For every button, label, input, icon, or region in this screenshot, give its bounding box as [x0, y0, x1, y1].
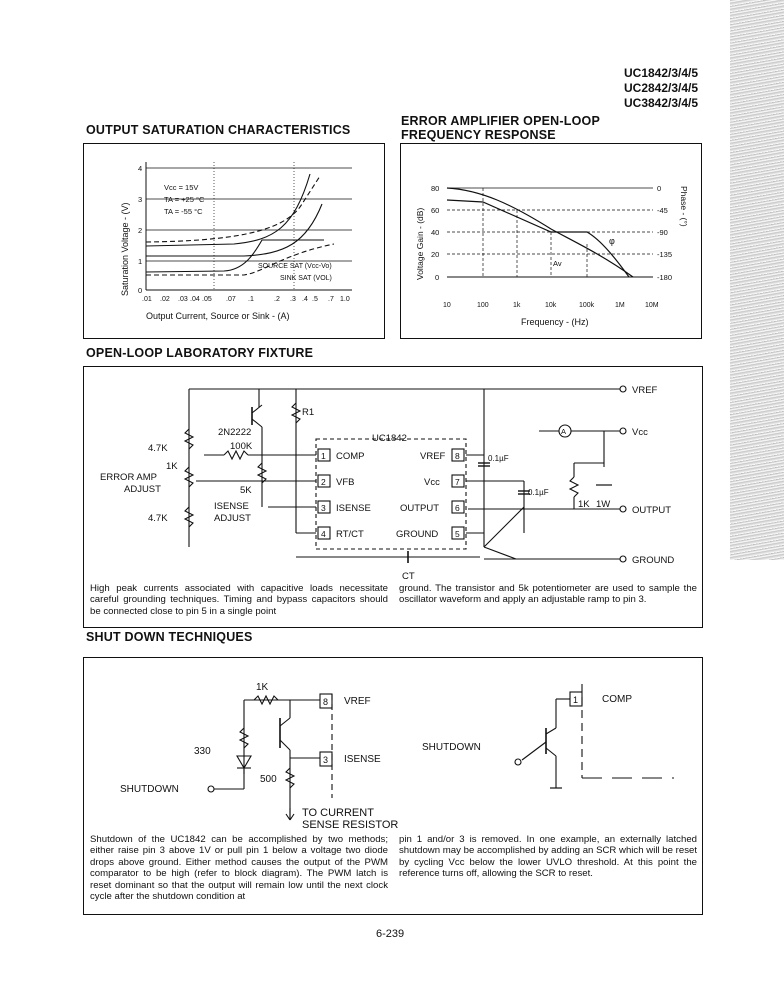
condition-vcc: Vcc = 15V — [164, 183, 199, 192]
gridlines — [146, 162, 352, 290]
freq-axis-label: Frequency - (Hz) — [521, 317, 589, 327]
shutdown-label-b: SHUTDOWN — [422, 742, 481, 753]
pin-output-label: OUTPUT — [400, 503, 440, 514]
ground-label: GROUND — [632, 555, 675, 566]
fixture-text-right: ground. The transistor and 5k potentiometer are used to sample the oscillator waveform and apply an adjustable ramp to pin 3. — [399, 583, 697, 606]
gain-tick: 20 — [431, 250, 440, 259]
y-tick: 3 — [138, 195, 143, 204]
pin-8-number: 8 — [455, 451, 460, 461]
comp-label: COMP — [602, 694, 632, 705]
x-axis-label: Output Current, Source or Sink - (A) — [146, 311, 290, 321]
condition-ta-cold: TA = -55 °C — [164, 207, 203, 216]
pin-ground-label: GROUND — [396, 529, 439, 540]
scan-edge-noise — [730, 0, 784, 560]
pin-1-number: 1 — [321, 451, 326, 461]
gain-tick: 80 — [431, 184, 440, 193]
isense-adjust-label-1: ISENSE — [214, 501, 249, 512]
r330-label: 330 — [194, 746, 211, 757]
y-tick: 0 — [138, 286, 143, 295]
phase-tick: 0 — [657, 184, 662, 193]
pot-1k-label: 1K — [166, 461, 178, 472]
pin-1-number: 1 — [573, 695, 579, 705]
part-number: UC1842/3/4/5 — [624, 66, 699, 80]
pin-vcc-label: Vcc — [424, 477, 440, 488]
part-number: UC2842/3/4/5 — [624, 81, 699, 95]
shutdown-label-a: SHUTDOWN — [120, 784, 179, 795]
x-tick: 1.0 — [340, 296, 350, 303]
shutdown-text-left: Shutdown of the UC1842 can be accomplished by two methods; either raise pin 3 above 1V or pull pin 1 below a voltage two diode drops above ground. Either method causes the output of the PWM comparator to be high (refer to block diagram). The PWM latch is reset dominant so that the output will remain low until the next clock cycle after the shutdown condition at — [90, 834, 388, 903]
y-axis-label: Saturation Voltage - (V) — [120, 202, 130, 296]
rload-1w-label: 1W — [596, 499, 611, 510]
output-terminal — [620, 506, 626, 512]
shutdown-input-a — [208, 786, 214, 792]
shutdown-panel — [83, 657, 703, 915]
cap-vcc-label: 0.1µF — [528, 488, 549, 497]
x-tick: .04 — [190, 296, 200, 303]
bode-chart-heading — [401, 114, 600, 142]
fixture-schematic — [84, 367, 702, 581]
x-tick: .3 — [290, 296, 296, 303]
fixture-text-left: High peak currents associated with capacitive loads necessitate careful grounding techniques. Timing and bypass capacitors should be connected close to pin 5 in a single point — [90, 583, 388, 617]
x-tick: .2 — [274, 296, 280, 303]
condition-ta-hot: TA = +25 °C — [164, 195, 205, 204]
x-tick: .7 — [328, 296, 334, 303]
pin-3-number: 3 — [321, 503, 326, 513]
phase-curve-label: φ — [609, 236, 615, 246]
r4k7-top-label: 4.7K — [148, 443, 168, 454]
x-tick: .01 — [142, 296, 152, 303]
vcc-label: Vcc — [632, 427, 648, 438]
freq-tick-labels — [443, 302, 659, 309]
isense-adjust-label-2: ADJUST — [214, 513, 251, 524]
freq-tick: 100k — [579, 302, 595, 309]
output-label: OUTPUT — [632, 505, 672, 516]
r4k7-bottom-label: 4.7K — [148, 513, 168, 524]
fixture-heading: OPEN-LOOP LABORATORY FIXTURE — [86, 346, 314, 360]
y-tick: 4 — [138, 164, 143, 173]
x-tick: .5 — [312, 296, 318, 303]
transistor-label: 2N2222 — [218, 427, 252, 438]
pin-vfb-label: VFB — [336, 477, 355, 488]
y-tick: 1 — [138, 257, 143, 266]
x-tick: .07 — [226, 296, 236, 303]
ground-star-wire — [484, 507, 524, 547]
part-number-list — [624, 66, 698, 111]
pin-3-number: 3 — [323, 755, 329, 765]
pin-2-number: 2 — [321, 477, 326, 487]
bode-chart — [401, 144, 701, 338]
gain-tick: 40 — [431, 228, 440, 237]
bode-chart-panel — [400, 143, 702, 339]
r1-label: R1 — [302, 407, 315, 418]
gain-tick: 60 — [431, 206, 440, 215]
pin-isense-label: ISENSE — [336, 503, 371, 514]
gain-tick: 0 — [435, 273, 440, 282]
gain-curve-label: Av — [553, 259, 562, 268]
phase-curve — [447, 200, 629, 277]
cap-vref-label: 0.1µF — [488, 454, 509, 463]
sat-chart — [84, 144, 384, 338]
freq-tick: 100 — [477, 302, 489, 309]
freq-tick: 1M — [615, 302, 625, 309]
pot-5k-label: 5K — [240, 485, 252, 496]
phase-tick: -90 — [657, 228, 668, 237]
freq-tick: 10 — [443, 302, 451, 309]
x-tick: .03 — [178, 296, 188, 303]
rload-1k-label: 1K — [578, 499, 590, 510]
page-number: 6-239 — [376, 928, 405, 940]
x-tick: .02 — [160, 296, 170, 303]
ammeter-label: A — [561, 427, 567, 436]
pin-vref-label: VREF — [420, 451, 446, 462]
vref-label: VREF — [344, 696, 371, 707]
part-number: UC3842/3/4/5 — [624, 96, 699, 110]
source-sat-label: SOURCE SAT (Vcc-Vo) — [258, 263, 332, 270]
resistor-1k-1w — [570, 477, 578, 497]
r500-label: 500 — [260, 774, 277, 785]
x-tick-labels — [142, 296, 350, 303]
pin-rtct-label: RT/CT — [336, 529, 364, 540]
y-tick: 2 — [138, 226, 143, 235]
ct-label: CT — [402, 571, 415, 581]
vref-terminal — [620, 386, 626, 392]
sink-sat-label: SINK SAT (VOL) — [280, 275, 332, 282]
ic-label: UC1842 — [372, 433, 407, 444]
error-amp-label-2: ADJUST — [124, 484, 161, 495]
to-current-label: TO CURRENT — [302, 807, 374, 819]
sat-chart-heading: OUTPUT SATURATION CHARACTERISTICS — [86, 123, 351, 137]
phase-tick: -135 — [657, 250, 673, 259]
vcc-terminal — [620, 428, 626, 434]
phase-axis-label: Phase - (°) — [679, 186, 689, 227]
shutdown-text-right: pin 1 and/or 3 is removed. In one example, an externally latched shutdown may be accomplished by adding an SCR which will be reset by cycling Vcc below the lower UVLO threshold. At this point the reference turns off, allowing the SCR to reset. — [399, 834, 697, 880]
shutdown-input-b — [515, 759, 521, 765]
r1k-label: 1K — [256, 682, 269, 693]
freq-tick: 10k — [545, 302, 557, 309]
pin-4-number: 4 — [321, 529, 326, 539]
shutdown-heading: SHUT DOWN TECHNIQUES — [86, 630, 253, 644]
pin-5-number: 5 — [455, 529, 460, 539]
x-tick: .1 — [248, 296, 254, 303]
vref-label: VREF — [632, 385, 658, 396]
x-tick: .4 — [302, 296, 308, 303]
shutdown-schematic — [84, 658, 702, 828]
phase-tick: -45 — [657, 206, 668, 215]
ground-terminal — [620, 556, 626, 562]
isense-label: ISENSE — [344, 754, 381, 765]
error-amp-label-1: ERROR AMP — [100, 472, 158, 483]
sense-resistor-label: SENSE RESISTOR — [302, 819, 399, 828]
r100k-label: 100K — [230, 441, 253, 452]
freq-tick: 1k — [513, 302, 521, 309]
sat-chart-panel — [83, 143, 385, 339]
pin-6-number: 6 — [455, 503, 460, 513]
x-tick: .05 — [202, 296, 212, 303]
bode-heading-line1: ERROR AMPLIFIER OPEN-LOOP — [401, 114, 600, 128]
pin-7-number: 7 — [455, 477, 460, 487]
resistor-100k — [224, 451, 248, 459]
gain-axis-label: Voltage Gain - (dB) — [415, 207, 425, 280]
pin-8-number: 8 — [323, 697, 329, 707]
bode-heading-line2: FREQUENCY RESPONSE — [401, 128, 556, 142]
phase-tick: -180 — [657, 273, 673, 282]
freq-tick: 10M — [645, 302, 659, 309]
fixture-panel — [83, 366, 703, 628]
sink-sat-curve-b — [146, 244, 334, 275]
pin-comp-label: COMP — [336, 451, 365, 462]
